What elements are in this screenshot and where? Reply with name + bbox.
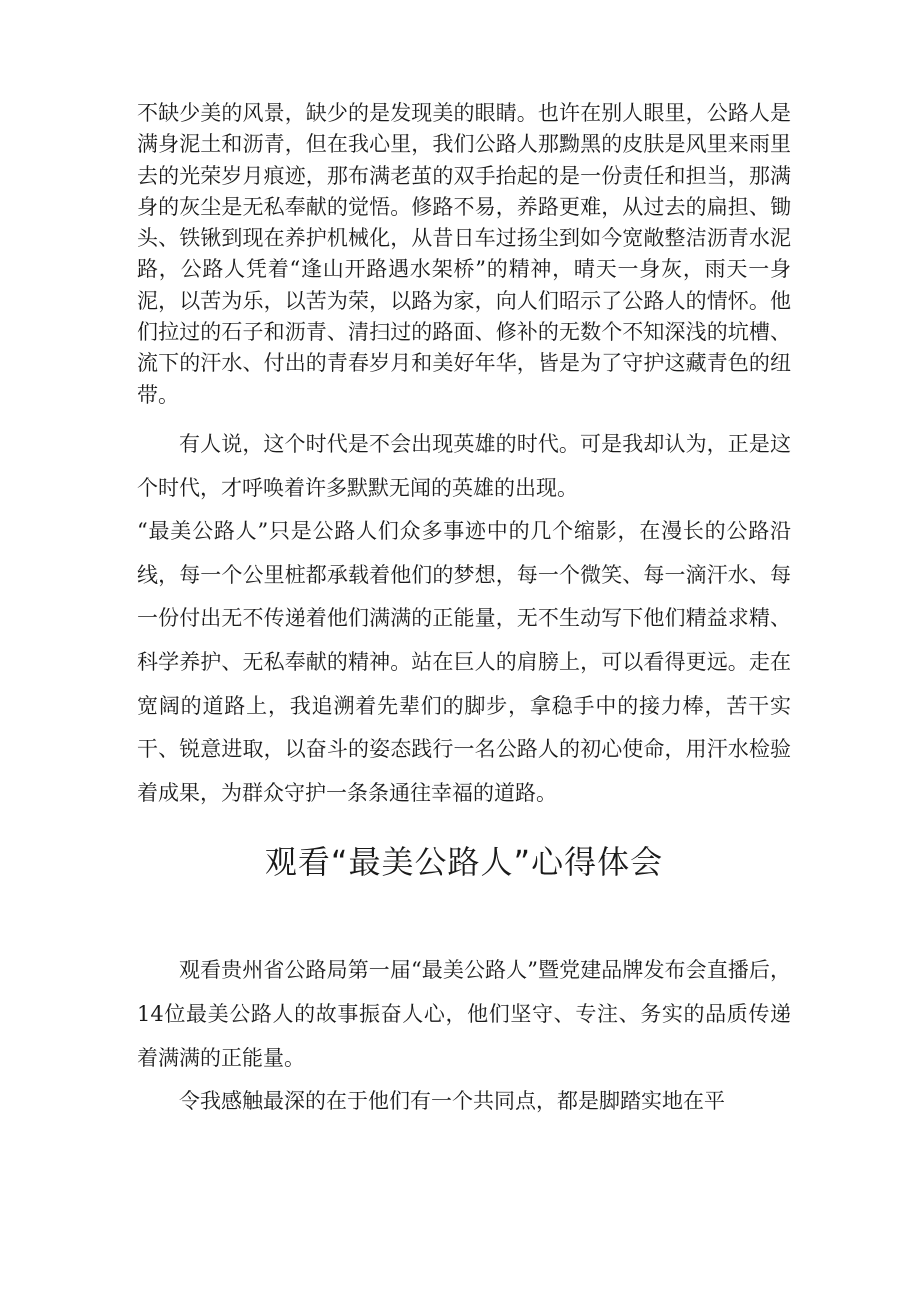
paragraph-3: “最美公路人”只是公路人们众多事迹中的几个缩影，在漫长的公路沿线，每一个公里桩都承载着他们的梦想，每一个微笑、每一滴汗水、每一份付出无不传递着他们满满的正能量，无不生动写下他们精益求精、科学养护、无私奉献的精神。站在巨人的肩膀上，可以看得更远。走在宽阔的道路上，我追溯着先辈们的脚步，拿稳手中的接力棒，苦干实干、锐意进取，以奋斗的姿态践行一名公路人的初心使命，用汗水检验着成果，为群众守护一条条通往幸福的道路。 xyxy=(137,519,791,805)
paragraph-5: 令我感触最深的在于他们有一个共同点，都是脚踏实地在平 xyxy=(179,1089,725,1114)
paragraph-4: 观看贵州省公路局第一届“最美公路人”暨党建品牌发布会直播后，14位最美公路人的故事振奋人心，他们坚守、专注、务实的品质传递着满满的正能量。 xyxy=(137,958,791,1070)
paragraph-2: 有人说，这个时代是不会出现英雄的时代。可是我却认为，正是这个时代，才呼唤着许多默默无闻的英雄的出现。 xyxy=(137,431,791,500)
section-heading: 观看“最美公路人”心得体会 xyxy=(264,843,664,882)
paragraph-1: 不缺少美的风景，缺少的是发现美的眼睛。也许在别人眼里，公路人是满身泥土和沥青，但在我心里，我们公路人那黝黑的皮肤是风里来雨里去的光荣岁月痕迹，那布满老茧的双手抬起的是一份责任和担当，那满身的灰尘是无私奉献的觉悟。修路不易，养路更难，从过去的扁担、锄头、铁锹到现在养护机械化，从昔日车过扬尘到如今宽敞整洁沥青水泥路，公路人凭着“逢山开路遇水架桥”的精神，晴天一身灰，雨天一身泥，以苦为乐，以苦为荣，以路为家，向人们昭示了公路人的情怀。他们拉过的石子和沥青、清扫过的路面、修补的无数个不知深浅的坑槽、流下的汗水、付出的青春岁月和美好年华，皆是为了守护这藏青色的纽带。 xyxy=(137,101,791,407)
document-page xyxy=(137,98,791,1124)
